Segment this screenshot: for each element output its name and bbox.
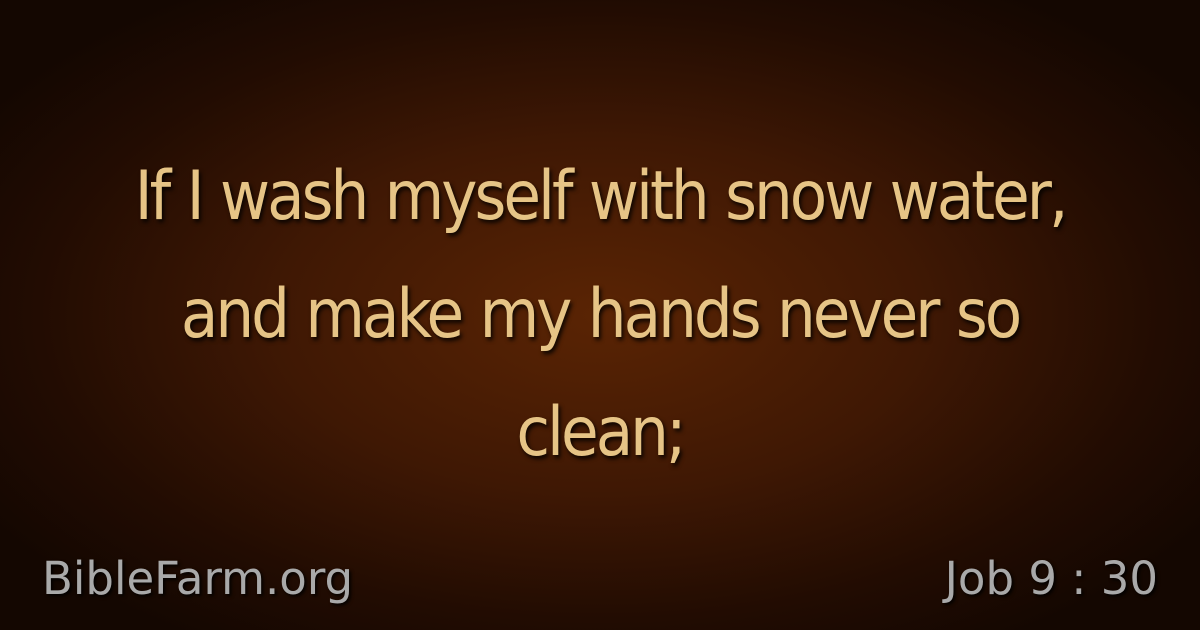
verse-line-2: and make my hands never so bbox=[180, 275, 1020, 354]
site-watermark: BibleFarm.org bbox=[42, 552, 354, 605]
verse-text bbox=[40, 138, 1160, 492]
verse-line-3: clean; bbox=[516, 393, 684, 472]
verse-line-1: If I wash myself with snow water, bbox=[134, 157, 1066, 236]
verse-reference: Job 9 : 30 bbox=[944, 552, 1158, 605]
